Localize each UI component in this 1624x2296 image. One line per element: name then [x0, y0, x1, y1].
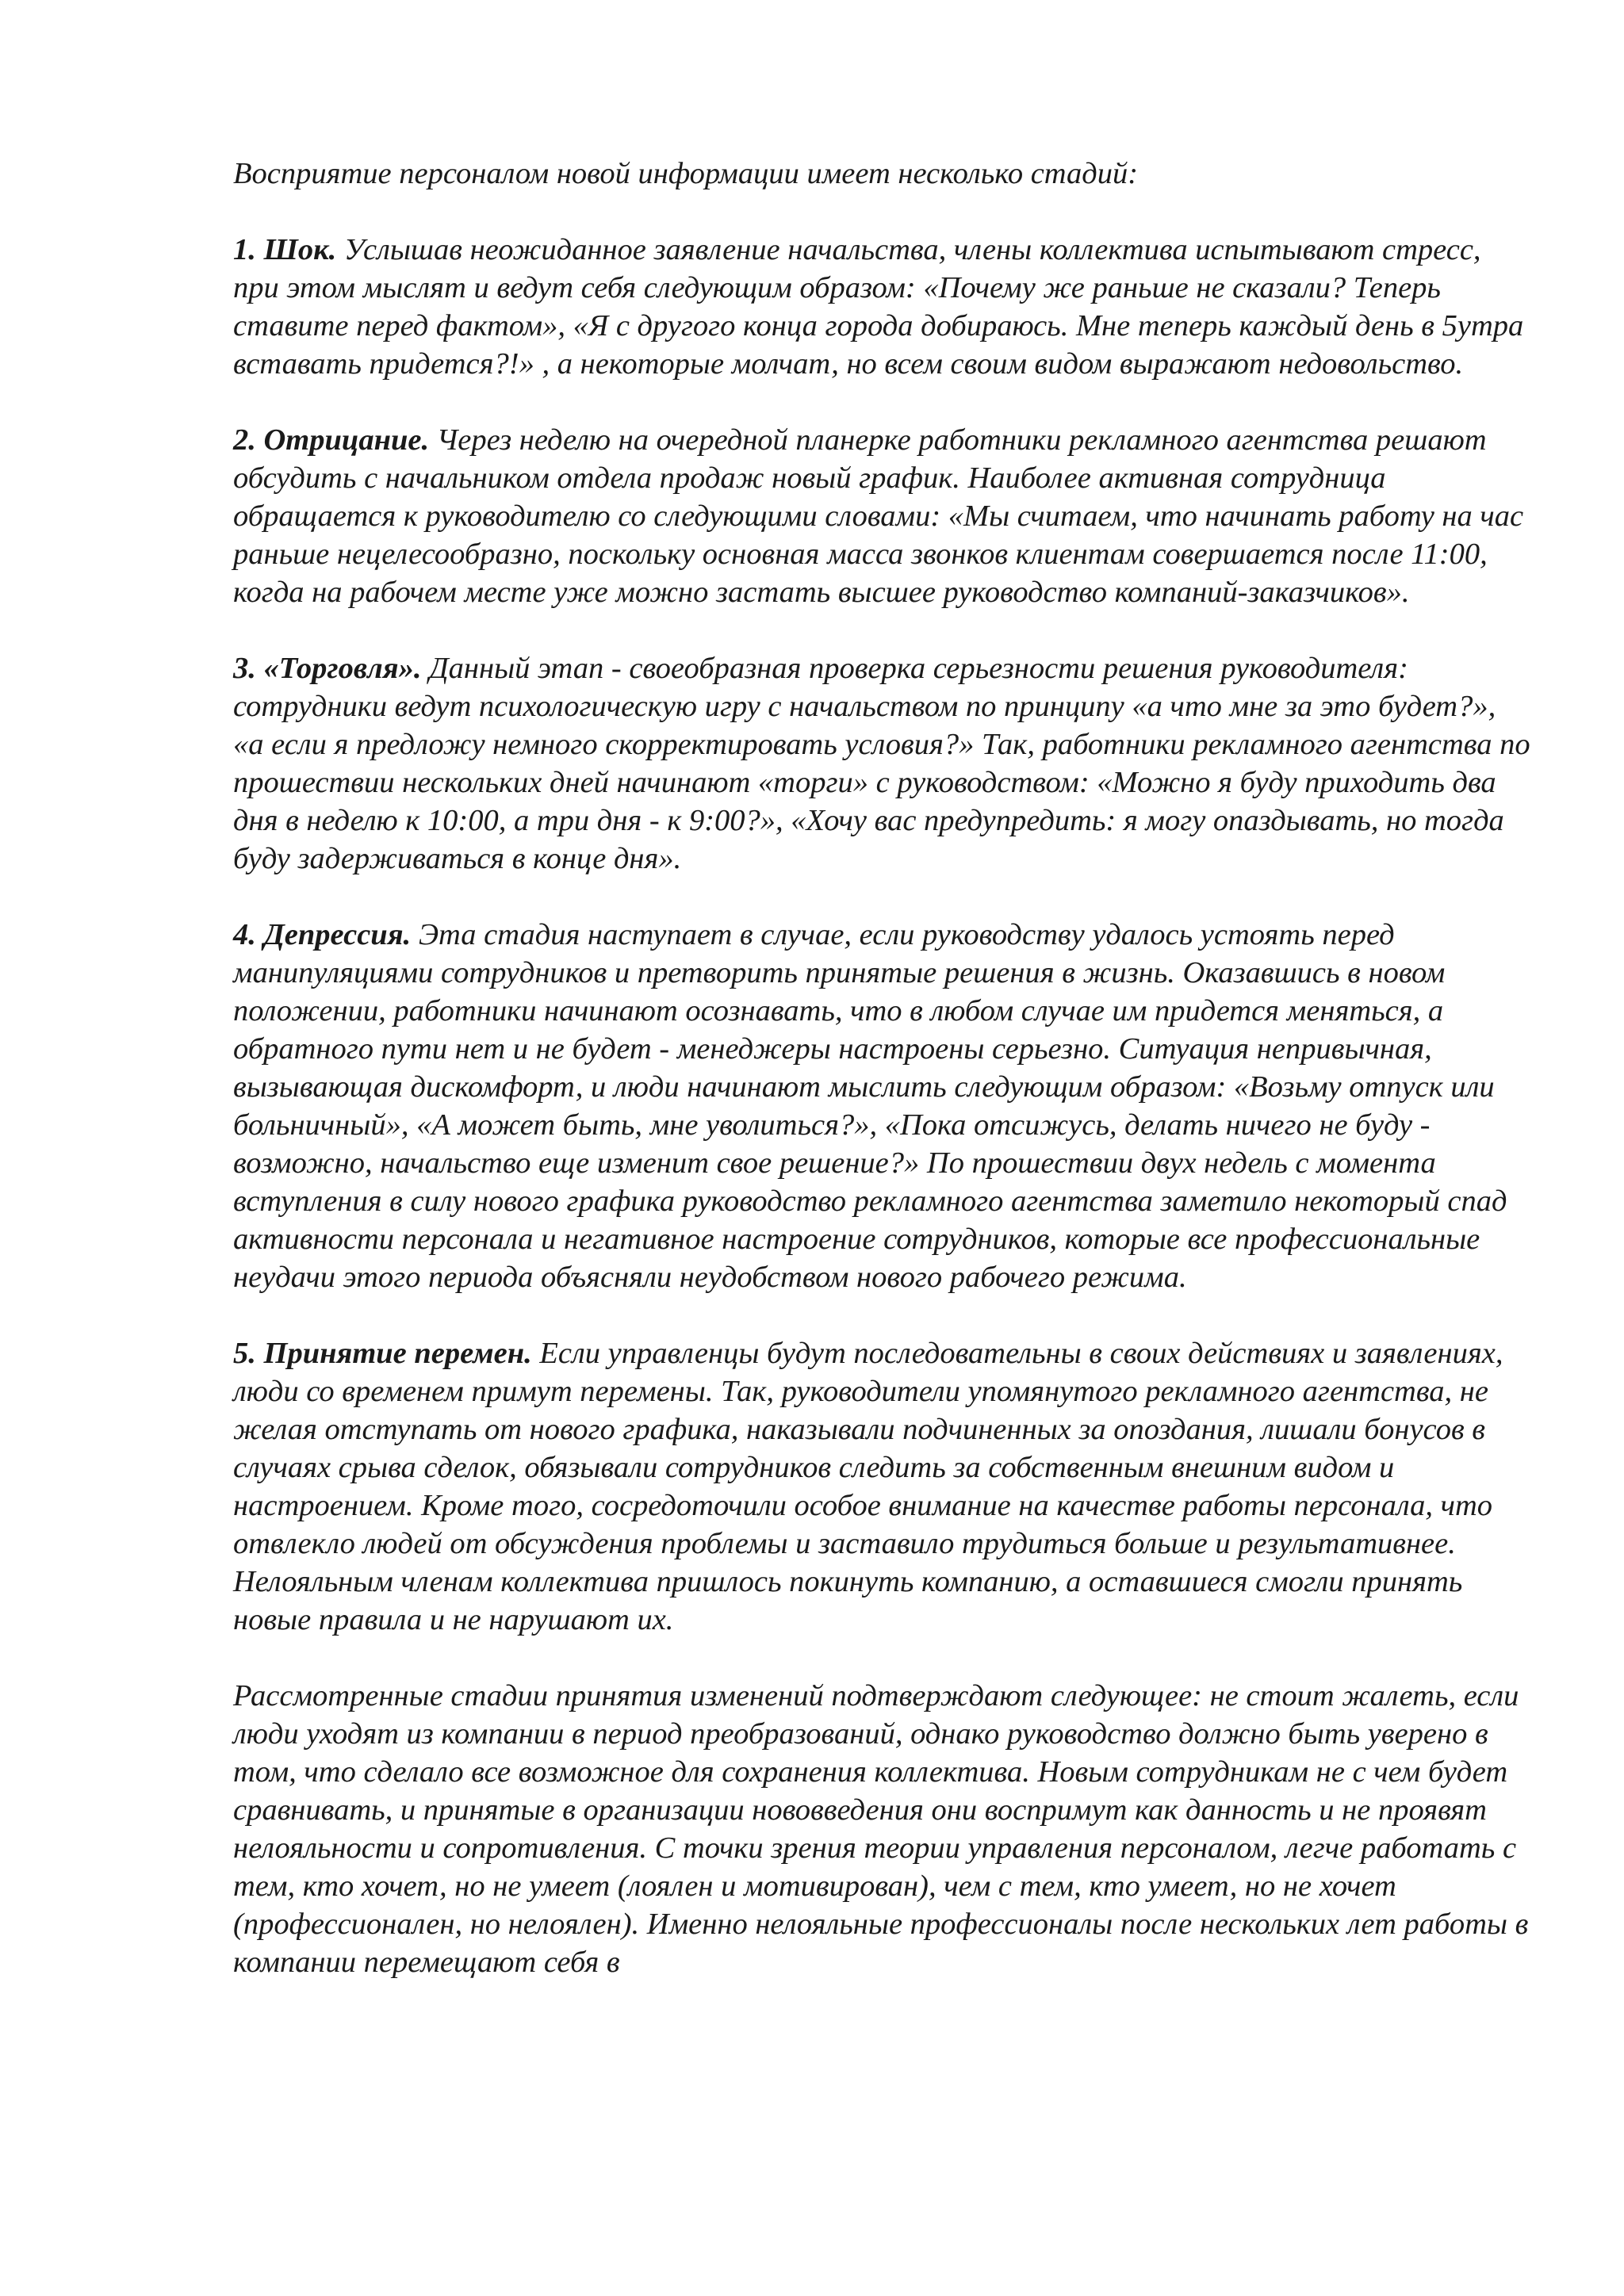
- stage-text-denial: Через неделю на очередной планерке работники рекламного агентства решают обсудить с начальником отдела продаж новый график. Наиболее активная сотрудница обращается к руководителю со следующими словами: «Мы считаем, что начинать работу на час раньше нецелесообразно, поскольку основная масса звонков клиентам совершается после 11:00, когда на рабочем месте уже можно застать высшее руководство компаний-заказчиков».: [233, 423, 1524, 609]
- stage-heading-depression: 4. Депрессия.: [233, 918, 412, 951]
- stage-heading-acceptance: 5. Принятие перемен.: [233, 1337, 532, 1370]
- stage-paragraph-acceptance: [233, 1334, 1534, 1639]
- stage-paragraph-denial: [233, 421, 1534, 611]
- conclusion-text: Рассмотренные стадии принятия изменений подтверждают следующее: не стоит жалеть, если люди уходят из компании в период преобразований, однако руководство должно быть уверено в том, что сделало все возможное для сохранения коллектива. Новым сотрудникам не с чем будет сравнивать, и принятые в организации нововведения они воспримут как данность и не проявят нелояльности и сопротивления. С точки зрения теории управления персоналом, легче работать с тем, кто хочет, но не умеет (лоялен и мотивирован), чем с тем, кто умеет, но не хочет (профессионален, но нелоялен). Именно нелояльные профессионалы после нескольких лет работы в компании перемещают себя в: [233, 1679, 1529, 1979]
- stage-text-shock: Услышав неожиданное заявление начальства, члены коллектива испытывают стресс, при этом мыслят и ведут себя следующим образом: «Почему же раньше не сказали? Теперь ставите перед фактом», «Я с другого конца города добираюсь. Мне теперь каждый день в 5утра вставать придется?!» , а некоторые молчат, но всем своим видом выражают недовольство.: [233, 233, 1524, 381]
- stage-paragraph-bargaining: [233, 649, 1534, 878]
- stage-heading-shock: 1. Шок.: [233, 233, 337, 266]
- intro-paragraph: [233, 155, 1534, 193]
- stage-heading-bargaining: 3. «Торговля».: [233, 652, 422, 685]
- document-body: [233, 155, 1534, 1981]
- intro-text: Восприятие персоналом новой информации имеет несколько стадий:: [233, 157, 1139, 190]
- stage-text-acceptance: Если управленцы будут последовательны в своих действиях и заявлениях, люди со временем примут перемены. Так, руководители упомянутого рекламного агентства, не желая отступать от нового графика, наказывали подчиненных за опоздания, лишали бонусов в случаях срыва сделок, обязывали сотрудников следить за собственным внешним видом и настроением. Кроме того, сосредоточили особое внимание на качестве работы персонала, что отвлекло людей от обсуждения проблемы и заставило трудиться больше и результативнее. Нелояльным членам коллектива пришлось покинуть компанию, а оставшиеся смогли принять новые правила и не нарушают их.: [233, 1337, 1503, 1636]
- stage-heading-denial: 2. Отрицание.: [233, 423, 430, 457]
- stage-text-bargaining: Данный этап - своеобразная проверка серьезности решения руководителя: сотрудники ведут психологическую игру с начальством по принципу «а что мне за это будет?», «а если я предложу немного скорректировать условия?» Так, работники рекламного агентства по прошествии нескольких дней начинают «торги» с руководством: «Можно я буду приходить два дня в неделю к 10:00, а три дня - к 9:00?», «Хочу вас предупредить: я могу опаздывать, но тогда буду задерживаться в конце дня».: [233, 652, 1530, 875]
- stage-text-depression: Эта стадия наступает в случае, если руководству удалось устоять перед манипуляциями сотрудников и претворить принятые решения в жизнь. Оказавшись в новом положении, работники начинают осознавать, что в любом случае им придется меняться, а обратного пути нет и не будет - менеджеры настроены серьезно. Ситуация непривычная, вызывающая дискомфорт, и люди начинают мыслить следующим образом: «Возьму отпуск или больничный», «А может быть, мне уволиться?», «Пока отсижусь, делать ничего не буду - возможно, начальство еще изменит свое решение?» По прошествии двух недель с момента вступления в силу нового графика руководство рекламного агентства заметило некоторый спад активности персонала и негативное настроение сотрудников, которые все профессиональные неудачи этого периода объясняли неудобством нового рабочего режима.: [233, 918, 1507, 1294]
- stage-paragraph-depression: [233, 916, 1534, 1296]
- conclusion-paragraph: [233, 1677, 1534, 1981]
- stage-paragraph-shock: [233, 231, 1534, 383]
